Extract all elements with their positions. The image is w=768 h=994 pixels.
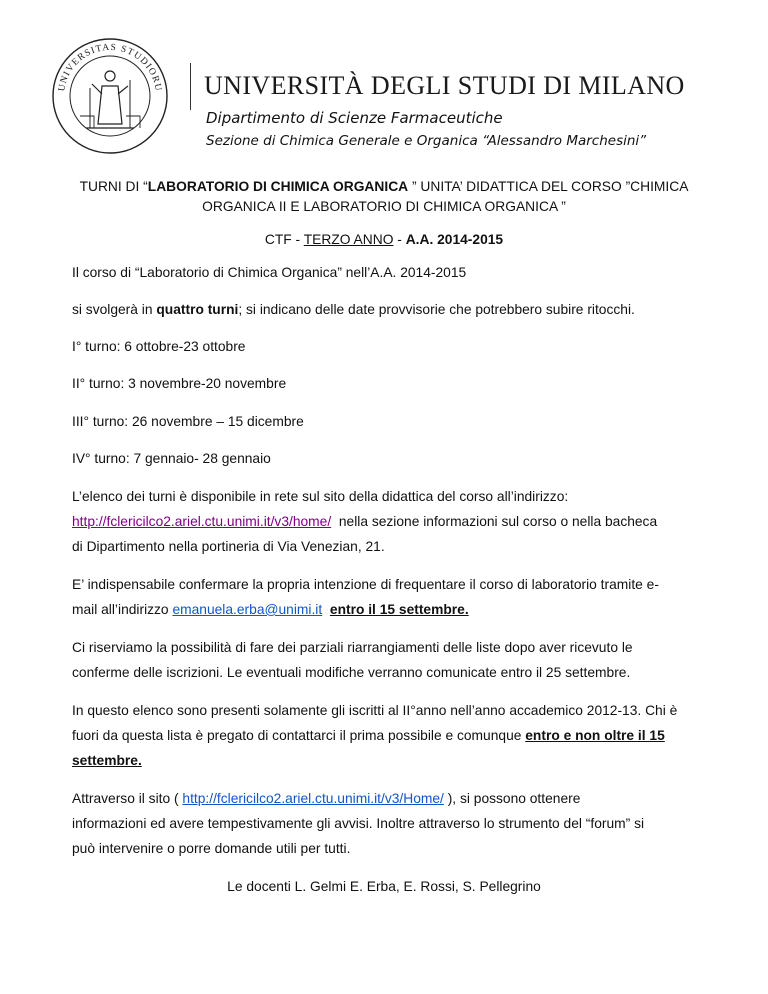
elenco-line-2: http://fclericilco2.ariel.ctu.unimi.it/v3/home/ nella sezione informazioni sul corso o nella bacheca xyxy=(72,514,658,529)
course-site-link[interactable]: http://fclericilco2.ariel.ctu.unimi.it/v3/home/ xyxy=(72,514,332,529)
deadline-text: entro il 15 settembre. xyxy=(329,602,469,617)
elenco-line-1: L’elenco dei turni è disponibile in rete sul sito della didattica del corso all’indirizzo: xyxy=(72,489,569,504)
riarrangiamenti-line-1: Ci riserviamo la possibilità di fare dei parziali riarrangiamenti delle liste dopo aver ricevuto le xyxy=(72,640,633,655)
sito-line-1: Attraverso il sito ( http://fclericilco2.ariel.ctu.unimi.it/v3/Home/ ), si possono ottenere xyxy=(72,791,581,806)
course-year-line: CTF - TERZO ANNO - A.A. 2014-2015 xyxy=(264,232,504,247)
sito-line-2: informazioni ed avere tempestivamente gli avvisi. Inoltre attraverso lo strumento del “forum” si xyxy=(72,816,645,831)
intro-line-1: Il corso di “Laboratorio di Chimica Organica” nell’A.A. 2014-2015 xyxy=(72,265,467,280)
signature-line: Le docenti L. Gelmi E. Erba, E. Rossi, S. Pellegrino xyxy=(227,879,541,894)
conferma-line-1: E’ indispensabile confermare la propria intenzione di frequentare il corso di laboratorio tramite e- xyxy=(72,577,659,592)
turno-4: IV° turno: 7 gennaio- 28 gennaio xyxy=(72,451,271,466)
conferma-line-2: mail all’indirizzo emanuela.erba@unimi.it entro il 15 settembre. xyxy=(72,602,469,617)
university-name: UNIVERSITÀ DEGLI STUDI DI MILANO xyxy=(204,71,685,100)
document-title-line-1: TURNI DI “LABORATORIO DI CHIMICA ORGANICA ” UNITA’ DIDATTICA DEL CORSO ”CHIMICA xyxy=(79,179,689,194)
section-name: Sezione di Chimica Generale e Organica “Alessandro Marchesini” xyxy=(206,133,647,149)
iscritti-line-2: fuori da questa lista è pregato di contattarci il prima possibile e comunque entro e non oltre il 15 xyxy=(72,728,665,743)
iscritti-line-1: In questo elenco sono presenti solamente gli iscritti al II°anno nell’anno accademico 2012-13. Chi è xyxy=(72,703,678,718)
iscritti-line-3: settembre. xyxy=(72,753,142,768)
turno-1: I° turno: 6 ottobre-23 ottobre xyxy=(72,339,246,354)
turno-3: III° turno: 26 novembre – 15 dicembre xyxy=(72,414,304,429)
intro-line-2: si svolgerà in quattro turni; si indicano delle date provvisorie che potrebbero subire ritocchi. xyxy=(72,302,635,317)
course-site-link-2[interactable]: http://fclericilco2.ariel.ctu.unimi.it/v3/Home/ xyxy=(182,791,444,806)
university-seal-logo xyxy=(50,36,170,156)
riarrangiamenti-line-2: conferme delle iscrizioni. Le eventuali modifiche verranno comunicate entro il 25 settembre. xyxy=(72,665,631,680)
department-name: Dipartimento di Scienze Farmaceutiche xyxy=(206,109,503,127)
elenco-line-3: di Dipartimento nella portineria di Via Venezian, 21. xyxy=(72,539,385,554)
turno-2: II° turno: 3 novembre-20 novembre xyxy=(72,376,287,391)
header-divider xyxy=(190,63,191,110)
sito-line-3: può intervenire o porre domande utili per tutti. xyxy=(72,841,351,856)
svg-text:UNIVERSITAS STUDIORUM MEDIOLAN: UNIVERSITAS STUDIORU xyxy=(57,42,163,93)
email-link[interactable]: emanuela.erba@unimi.it xyxy=(172,602,323,617)
document-title-line-2: ORGANICA II E LABORATORIO DI CHIMICA ORGANICA ” xyxy=(202,199,566,214)
